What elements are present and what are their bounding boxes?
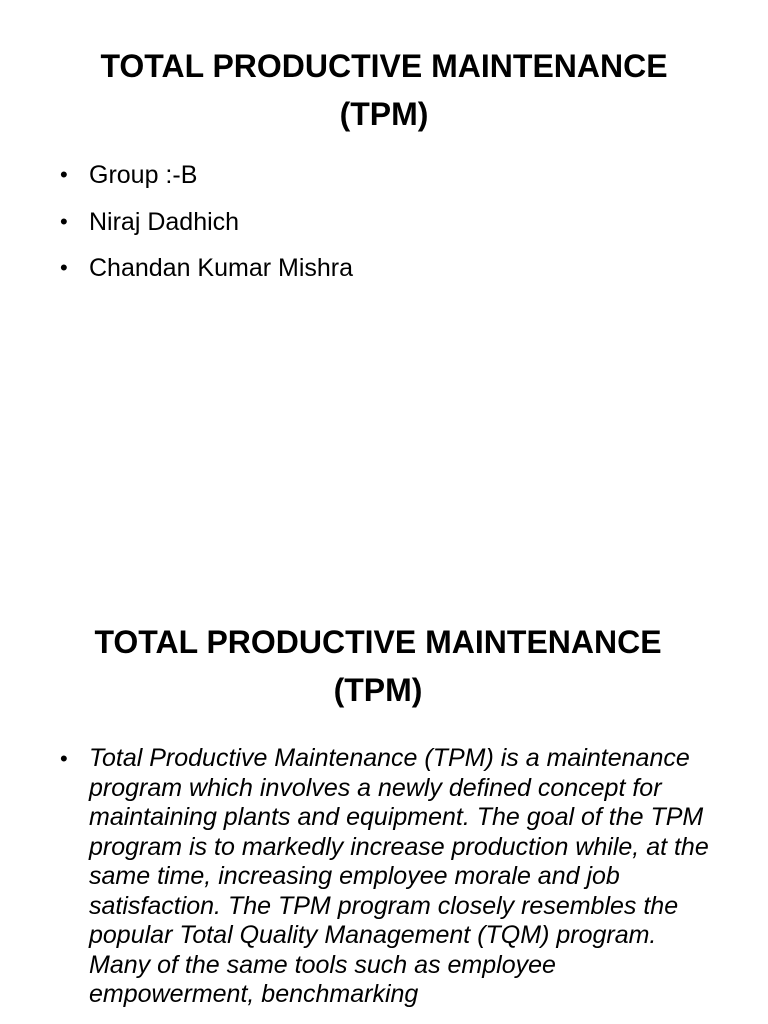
bullet-text: Total Productive Maintenance (TPM) is a maintenance program which involves a newly defined concept for maintaining plants and equipment. The goal of the TPM program is to markedly increase production while, at the same time, increasing employee morale and job satisfaction. The TPM program closely resembles the popular Total Quality Management (TQM) program. Many of the same tools such as employee empowerment, benchmarking (89, 744, 709, 1008)
bullet-list (60, 152, 353, 292)
bullet-item (60, 199, 353, 246)
bullet-text: Chandan Kumar Mishra (89, 254, 354, 282)
bullet-text: Group :-B (89, 161, 198, 189)
bullet-text: Niraj Dadhich (89, 207, 240, 236)
title-line-1: TOTAL PRODUCTIVE MAINTENANCE (100, 48, 668, 84)
bullet-item (60, 744, 710, 1010)
bullet-list (60, 744, 710, 1010)
title-line-2: (TPM) (339, 96, 429, 132)
slide-title (0, 618, 762, 714)
title-line-1: TOTAL PRODUCTIVE MAINTENANCE (94, 624, 662, 660)
bullet-dot-icon: • (60, 255, 68, 280)
bullet-item (60, 245, 353, 292)
bullet-dot-icon: • (60, 746, 68, 771)
bullet-dot-icon: • (60, 208, 68, 234)
bullet-item (60, 152, 353, 199)
slide-2 (0, 578, 768, 1024)
bullet-dot-icon: • (60, 162, 68, 187)
title-line-2: (TPM) (333, 672, 423, 708)
slide-title (0, 42, 768, 138)
